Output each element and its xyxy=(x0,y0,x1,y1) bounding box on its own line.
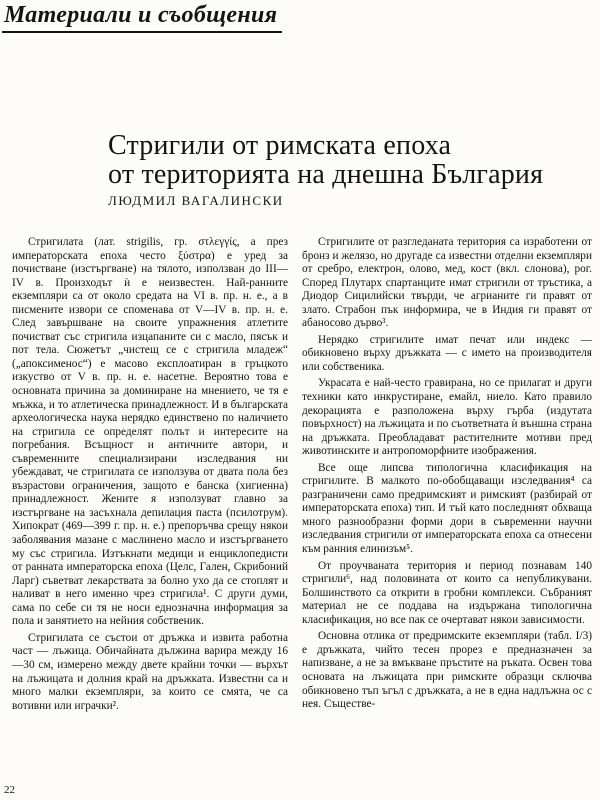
paragraph: Стригилата (лат. strigilis, гр. στλεγγίς, а през императорската епоха често ξύστρα) е уред за почистване (изстъргване) на тялото, използван до III—IV в. Произходът ѝ е неизвестен. Най-ранните екземпляри са от около средата на VI в. пр. н. е., а в писмените извори се споменава от V—IV в. пр. н. е. След завършване на своите упражнения атлетите почистват със стригила изцапаните си с масло, пясък и пот тела. Сюжетът „чистещ се с стригила младеж“ („апоксименос“) е масово експлоатиран в гръцкото изкуство от V в. пр. н. е. насетне. Вероятно това е основната причина за доминиране на мнението, че тя е мъжка, и то атлетическа принадлежност. И в българската археологическа наука нерядко единствено по наличието на стригила се определят полът и интересите на погребания. Всъщност и античните автори, и съвременните специализирани изследвания ни убеждават, че стригилата се използува от двата пола без възрастови ограничения, защото е банска (хигиенна) принадлежност. Жените я използуват главно за изстъргване на засъхнала депилация паста (псилотрум). Хипократ (469—399 г. пр. н. е.) препоръчва срещу някои заболявания мазане с маслинено масло и изстъргването му със стригила. Изтъкнати медици и енциклопедисти от ранната императорска епоха (Целс, Гален, Скрибоний Ларг) съветват лекарствата за болно ухо да се стоплят и наливат в него именно чрез стригила¹. С други думи, сама по себе си тя не носи еднозначна информация за пола и занятието на нейния собственик. xyxy=(12,236,288,628)
page-number: 22 xyxy=(4,784,15,796)
article-author: ЛЮДМИЛ ВАГАЛИНСКИ xyxy=(108,193,284,208)
article-title-line-1: Стригили от римската епоха xyxy=(108,130,452,161)
paragraph: От проучваната територия и период познавам 140 стригили⁶, над половината от които са непубликувани. Болшинството са открити в гробни комплекси. Събраният материал не се поддава на издържана типологична класификация, но все пак се очертават някои зависимости. xyxy=(302,559,592,626)
paragraph: Нерядко стригилите имат печат или индекс — обикновено върху дръжката — с името на производителя или собственика. xyxy=(302,333,592,373)
left-column xyxy=(12,236,288,713)
paragraph: Стригилите от разгледаната територия са изработени от бронз и желязо, но другаде са известни отделни екземпляри от сребро, електрон, олово, мед, кост (вкл. слонова), рог. Според Плутарх спартанците имат стригили от тръстика, а Диодор Сицилийски твърди, че агрианите ги правят от злато. Страбон пък информира, че в Индия ги правят от абаносово дърво³. xyxy=(302,236,592,330)
article-title-line-2: от територията на днешна България xyxy=(108,159,544,190)
right-column xyxy=(302,236,592,712)
paragraph: Все още липсва типологична класификация на стригилите. В малкото по-обобщаващи изследвания⁴ са разграничени само предримският и римският (разбирай от императорската епоха) тип. И тъй като последният обхваща много разнообразни форми дори в съвременни научни изследвания стригили от императорската епоха са отнесени към ранния елинизъм⁵. xyxy=(302,461,592,556)
section-heading: Материали и съобщения xyxy=(2,1,282,33)
paragraph: Основна отлика от предримските екземпляри (табл. I/3) е дръжката, чийто тесен прорез е предназначен за напизване, а не за вмъкване пръстите на ръката. Освен това основата на лъжицата при римските образци сключва обикновено тъп ъгъл с дръжката, а не в една надлъжна ос с нея. Съществе- xyxy=(302,630,592,711)
article-title xyxy=(108,131,588,189)
paragraph: Украсата е най-често гравирана, но се прилагат и други техники като инкрустиране, емайл, ниело. Като правило декорацията е разположена върху гърба (издутата повърхност) на лъжицата и по съответната ѝ външна страна на дръжката. Преобладават растителните мотиви пред животинските и антропоморфните изображения. xyxy=(302,377,592,458)
paragraph: Стригилата се състои от дръжка и извита работна част — лъжица. Обичайната дължина варира между 16—30 см, измерено между двете крайни точки — върхът на лъжицата и долния край на дръжката. Известни са и много малки екземпляри, за които се смята, че са вотивни или играчки². xyxy=(12,631,288,712)
